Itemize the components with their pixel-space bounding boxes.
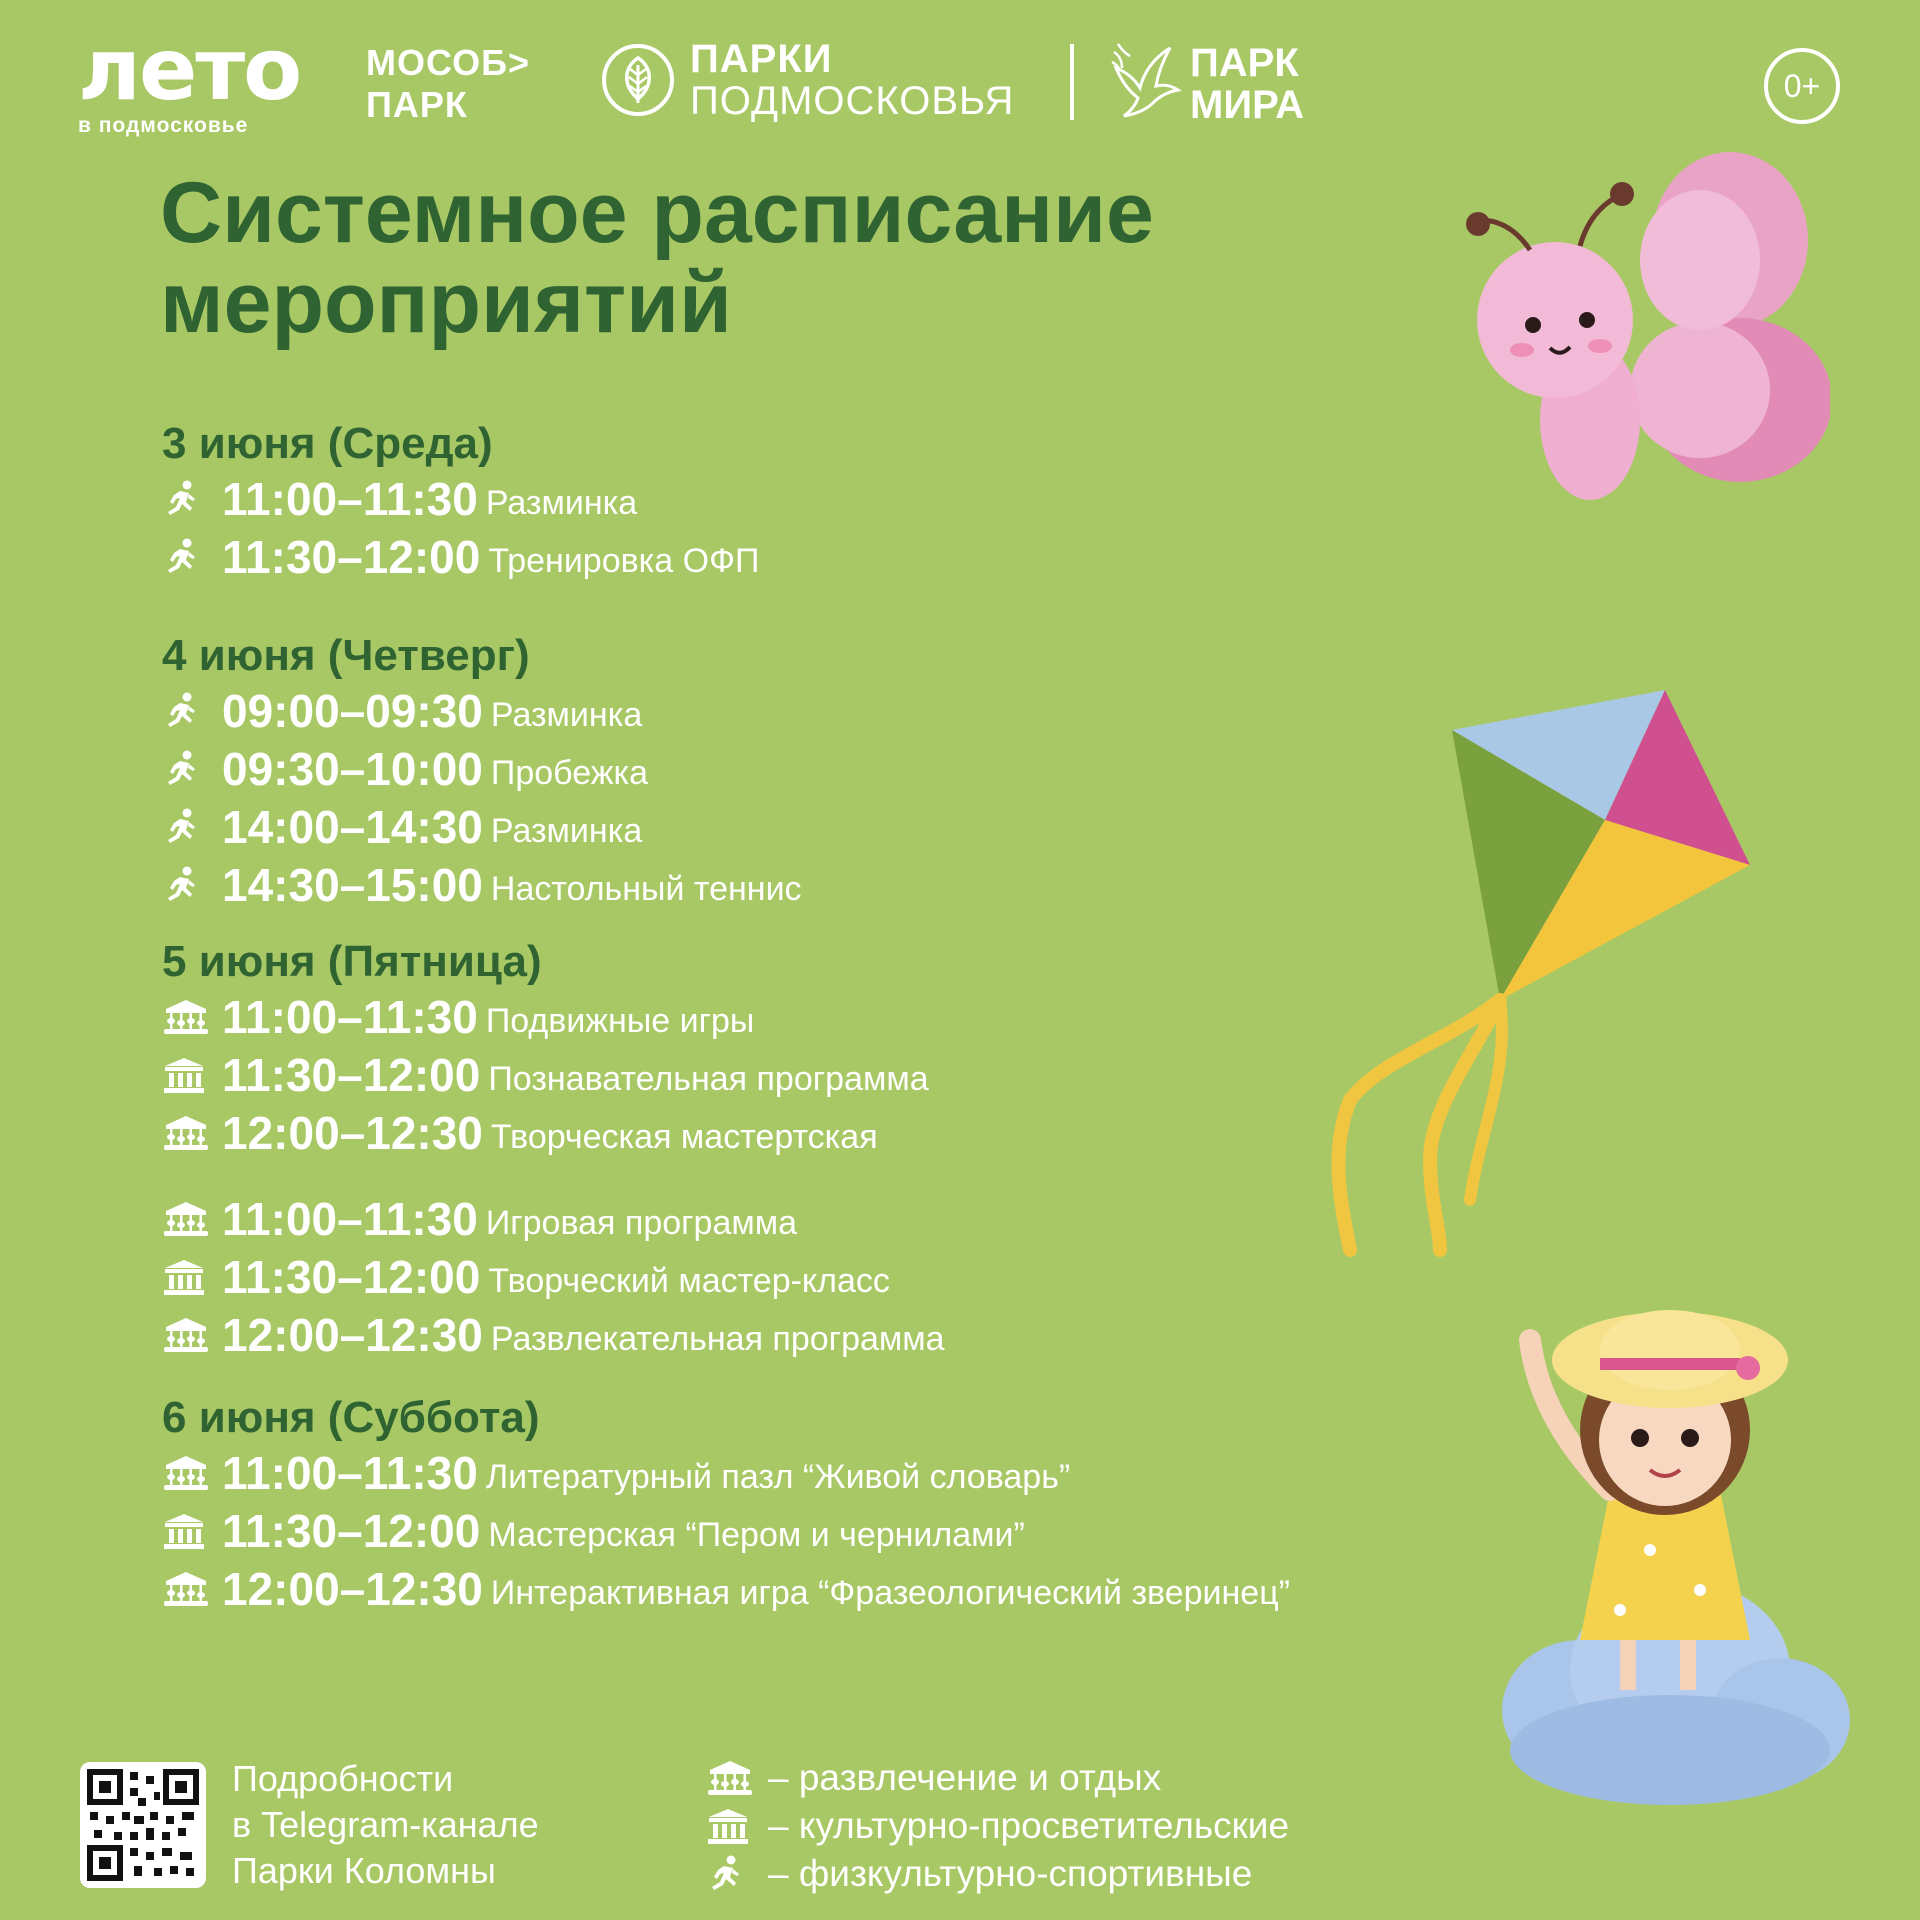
page-title-line1: Системное расписание <box>160 165 1154 261</box>
carousel-icon <box>162 1313 214 1357</box>
carousel-icon <box>162 995 214 1039</box>
parki-logo-line1: ПАРКИ <box>690 37 833 81</box>
event-row <box>162 1046 1462 1104</box>
event-name: Развлекательная программа <box>490 1319 945 1358</box>
event-row <box>162 528 1462 586</box>
telegram-info-line2: в Telegram-канале <box>232 1804 539 1845</box>
mosobpark-logo <box>366 42 530 126</box>
day-title: 4 июня (Четверг) <box>162 631 530 680</box>
day-title: 5 июня (Пятница) <box>162 937 542 986</box>
telegram-info-line3: Парки Коломны <box>232 1850 496 1891</box>
event-time: 14:30–15:00 <box>222 859 483 911</box>
day-title: 6 июня (Суббота) <box>162 1393 540 1442</box>
event-time: 11:00–11:30 <box>222 991 478 1043</box>
legend <box>706 1754 1289 1898</box>
event-name: Интерактивная игра “Фразеологический зверинец” <box>490 1573 1291 1612</box>
event-row <box>162 856 1462 914</box>
park-mira-logo <box>1110 38 1304 129</box>
event-name: Подвижные игры <box>485 1001 755 1040</box>
parki-podmoskovya-logo <box>602 38 1014 122</box>
event-name: Творческий мастер-класс <box>488 1261 890 1300</box>
carousel-icon <box>162 1451 214 1495</box>
event-name: Литературный пазл “Живой словарь” <box>485 1457 1071 1496</box>
museum-icon <box>162 1053 214 1097</box>
running-icon <box>162 535 214 579</box>
legend-item <box>706 1754 1289 1802</box>
legend-item <box>706 1802 1289 1850</box>
event-time: 09:00–09:30 <box>222 685 483 737</box>
event-row <box>162 1248 1462 1306</box>
event-name: Мастерская “Пером и чернилами” <box>488 1515 1025 1554</box>
running-icon <box>162 747 214 791</box>
event-name: Разминка <box>485 483 638 522</box>
leaf-icon <box>602 44 674 116</box>
leto-logo <box>78 20 301 138</box>
event-name: Познавательная программа <box>488 1059 929 1098</box>
parki-logo-line2: ПОДМОСКОВЬЯ <box>690 79 1015 123</box>
event-name: Тренировка ОФП <box>488 541 760 580</box>
park-mira-line1: ПАРК <box>1190 40 1299 85</box>
event-name: Пробежка <box>490 753 649 792</box>
event-time: 12:00–12:30 <box>222 1107 483 1159</box>
logo-divider <box>1070 44 1074 120</box>
event-name: Творческая мастертская <box>490 1117 878 1156</box>
page-title <box>160 165 1154 351</box>
event-time: 11:30–12:00 <box>222 1049 481 1101</box>
event-time: 11:30–12:00 <box>222 531 481 583</box>
legend-item <box>706 1850 1289 1898</box>
carousel-icon <box>162 1567 214 1611</box>
age-rating-badge: 0+ <box>1764 48 1840 124</box>
carousel-icon <box>706 1756 754 1800</box>
event-time: 11:30–12:00 <box>222 1251 481 1303</box>
event-row <box>162 1306 1462 1364</box>
event-time: 12:00–12:30 <box>222 1563 483 1615</box>
running-icon <box>706 1852 754 1896</box>
carousel-icon <box>162 1111 214 1155</box>
leto-logo-word: лето <box>78 20 301 120</box>
running-icon <box>162 477 214 521</box>
qr-code[interactable] <box>80 1762 206 1888</box>
running-icon <box>162 805 214 849</box>
dove-icon <box>1110 38 1182 129</box>
event-time: 11:00–11:30 <box>222 1193 478 1245</box>
running-icon <box>162 863 214 907</box>
event-time: 11:00–11:30 <box>222 1447 478 1499</box>
schedule <box>162 418 1462 1618</box>
event-name: Настольный теннис <box>490 869 802 908</box>
telegram-info-line1: Подробности <box>232 1758 454 1799</box>
mosobpark-logo-line2: ПАРК <box>366 84 468 125</box>
event-row <box>162 798 1462 856</box>
event-name: Игровая программа <box>485 1203 798 1242</box>
event-row <box>162 1190 1462 1248</box>
event-row <box>162 988 1462 1046</box>
event-time: 09:30–10:00 <box>222 743 483 795</box>
event-name: Разминка <box>490 695 643 734</box>
header <box>78 20 1840 140</box>
telegram-info <box>232 1756 539 1894</box>
butterfly-illustration <box>1430 150 1830 525</box>
girl-on-cloud-illustration <box>1500 1290 1850 1815</box>
museum-icon <box>162 1509 214 1553</box>
kite-illustration <box>1320 680 1760 1275</box>
leto-logo-subtitle: в подмосковье <box>78 114 249 137</box>
museum-icon <box>162 1255 214 1299</box>
event-name: Разминка <box>490 811 643 850</box>
day-title: 3 июня (Среда) <box>162 419 493 468</box>
legend-text: – культурно-просветительские <box>768 1805 1290 1846</box>
event-time: 11:30–12:00 <box>222 1505 481 1557</box>
event-time: 14:00–14:30 <box>222 801 483 853</box>
event-row <box>162 1560 1462 1618</box>
event-time: 11:00–11:30 <box>222 473 478 525</box>
day-section <box>162 630 1462 914</box>
event-row <box>162 1104 1462 1162</box>
event-row <box>162 1444 1462 1502</box>
museum-icon <box>706 1804 754 1848</box>
event-row <box>162 470 1462 528</box>
day-section <box>162 418 1462 586</box>
park-mira-line2: МИРА <box>1190 82 1305 127</box>
event-row <box>162 740 1462 798</box>
mosobpark-logo-line1: МОСОБ> <box>366 42 530 83</box>
event-row <box>162 682 1462 740</box>
legend-text: – физкультурно-спортивные <box>768 1853 1253 1894</box>
page-title-line2: мероприятий <box>160 255 732 351</box>
legend-text: – развлечение и отдых <box>768 1757 1162 1798</box>
running-icon <box>162 689 214 733</box>
day-section <box>162 1392 1462 1618</box>
day-section <box>162 936 1462 1364</box>
carousel-icon <box>162 1197 214 1241</box>
event-row <box>162 1502 1462 1560</box>
event-time: 12:00–12:30 <box>222 1309 483 1361</box>
